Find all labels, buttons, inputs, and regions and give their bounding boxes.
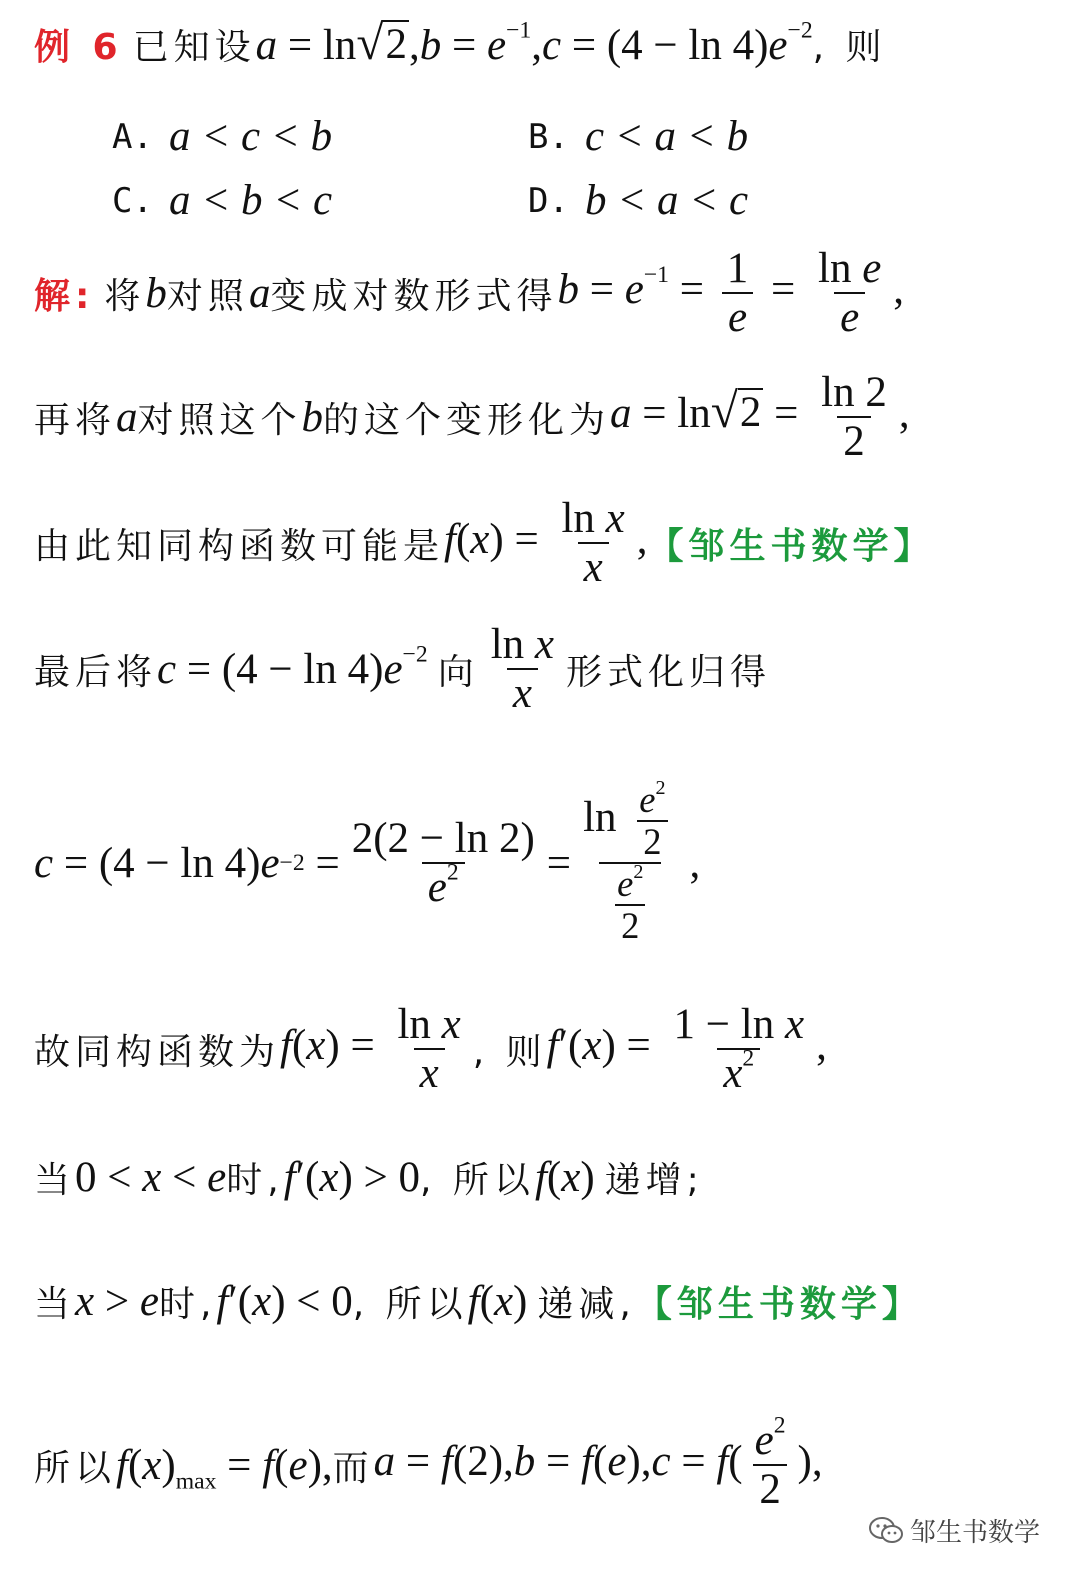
solution-text: 递增; xyxy=(604,1159,704,1201)
solution-line-1 xyxy=(34,238,904,348)
solution-text: 故同构函数为 xyxy=(34,1031,281,1073)
solution-text: 对照这个 xyxy=(137,399,302,441)
formula-lnx-over-x: $\frac{\text{ln x}}{x}$ xyxy=(490,620,555,717)
solution-text: 时, xyxy=(158,1283,217,1325)
solution-text: 当 xyxy=(34,1159,76,1201)
example-label: 例 6 xyxy=(34,26,123,68)
option-b-letter: B. xyxy=(528,116,569,157)
brand-tag: 【邹生书数学】 xyxy=(647,525,935,567)
formula-c: $c = (4 - \ln 4)e^{-2}$ xyxy=(157,641,428,693)
option-b-expr: c < a < b xyxy=(584,113,749,160)
solution-line-4 xyxy=(34,614,771,724)
formula-f: f(x) = $\frac{\text{ln x}}{x}$ xyxy=(280,1000,461,1097)
formula-f-def: f(x) = $\frac{\text{ln x}}{x}$ , xyxy=(444,494,648,591)
formula-c-transform: c = (4 − ln 4) e −2 = $\frac{2(2 - \ln 2)}{e^2}$ = ln $\frac{e^2}{2}$ $\frac{e^2}{2}$ , xyxy=(34,776,701,947)
option-a-expr: a < c < b xyxy=(168,113,333,160)
solution-text: , 则 xyxy=(472,1031,547,1073)
solution-text: 当 xyxy=(34,1283,76,1325)
brand-tag: 【邹生书数学】 xyxy=(635,1283,923,1325)
solution-text: 而 xyxy=(332,1447,374,1489)
option-c-letter: C. xyxy=(112,180,153,221)
formula-b-log: $b = e^{-1}$ = $\frac{1}{e}$ = $\frac{\text{ln e}}{e}$ , xyxy=(557,244,905,341)
formula-a-log: a = ln √ 2 = $\frac{\ln 2}{2}$ , xyxy=(610,368,910,465)
solution-text: 递减, xyxy=(537,1283,636,1325)
watermark xyxy=(868,1512,1040,1549)
solution-text: 所以 xyxy=(34,1447,117,1489)
option-d[interactable] xyxy=(528,176,748,225)
formula-interval-dec: x > e xyxy=(75,1277,159,1325)
solution-line-3 xyxy=(34,488,935,598)
option-d-letter: D. xyxy=(528,180,569,221)
formula-fx: f(x) xyxy=(534,1153,595,1201)
option-b[interactable] xyxy=(528,112,748,161)
wechat-icon xyxy=(868,1516,904,1546)
formula-fmax: $f(x)_{max} = f(e)$, xyxy=(116,1441,333,1494)
header-formula: a = ln √ 2 $,b = e^{-1},c = (4 - \ln 4)e^{-2}$ xyxy=(255,15,813,70)
option-d-expr: b < a < c xyxy=(584,177,749,224)
solution-text: 向 xyxy=(437,651,479,693)
formula-values: a = f(2),b = f(e),c = f( $\frac{e^2}{2}$ ), xyxy=(373,1412,823,1513)
option-c-expr: a < b < c xyxy=(168,177,333,224)
formula-fprime-pos: f′(x) > 0 xyxy=(283,1153,421,1201)
solution-text: 形式化归得 xyxy=(566,651,772,693)
formula-fprime-neg: f′(x) < 0 xyxy=(216,1277,353,1325)
solution-text: , 所以 xyxy=(352,1283,468,1325)
solution-text: 将 xyxy=(104,275,146,317)
solution-line-6 xyxy=(34,994,827,1104)
option-a-letter: A. xyxy=(112,116,153,157)
solution-text: , 所以 xyxy=(420,1159,535,1201)
solution-line-9 xyxy=(34,1400,823,1530)
var-b: b xyxy=(301,393,324,441)
problem-header xyxy=(34,8,887,80)
solution-text: 的这个变形化为 xyxy=(323,399,611,441)
solution-text: 再将 xyxy=(34,399,117,441)
solution-text: 由此知同构函数可能是 xyxy=(34,525,445,567)
option-a[interactable] xyxy=(112,112,332,161)
formula-fx: f(x) xyxy=(467,1277,528,1325)
solution-line-7 xyxy=(34,1142,704,1212)
formula-interval-inc: 0 < x < e xyxy=(75,1153,227,1201)
solution-line-2 xyxy=(34,362,910,472)
solution-label: 解: xyxy=(34,275,95,317)
solution-line-8 xyxy=(34,1266,923,1336)
solution-text: 变成对数形式得 xyxy=(270,275,558,317)
solution-text: 时, xyxy=(226,1159,284,1201)
var-a: a xyxy=(248,269,271,317)
var-b: b xyxy=(145,269,167,317)
watermark-text: 邹生书数学 xyxy=(909,1518,1040,1548)
header-lead: 已知设 xyxy=(132,26,256,68)
var-a: a xyxy=(116,393,138,441)
solution-text: 对照 xyxy=(166,275,249,317)
formula-f-prime: f′(x) = $\frac{\text{1 − ln x}}{x^2}$ , xyxy=(546,1000,827,1097)
solution-line-5 xyxy=(34,748,700,978)
option-c[interactable] xyxy=(112,176,332,225)
header-tail: , 则 xyxy=(812,26,887,68)
solution-text: 最后将 xyxy=(34,651,158,693)
